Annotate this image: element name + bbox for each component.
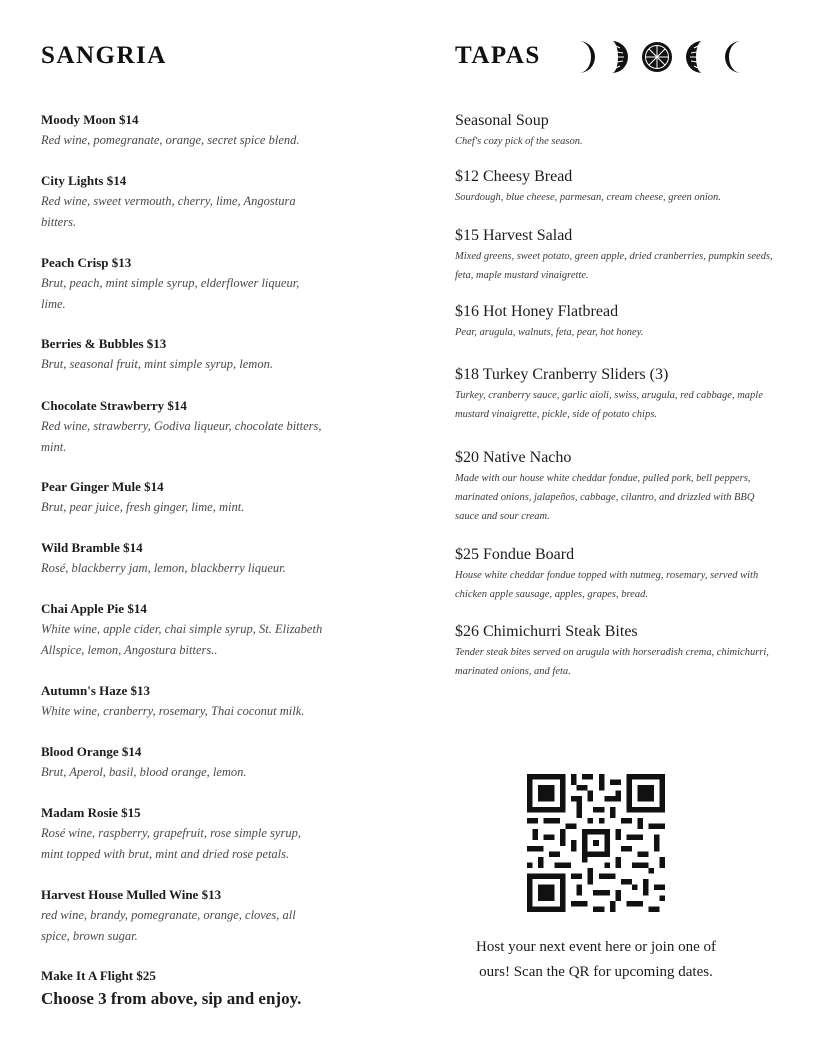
tapa-item xyxy=(455,545,777,604)
drink-item xyxy=(41,398,326,458)
tapa-name: $16 Hot Honey Flatbread xyxy=(455,303,619,320)
tapa-description: Mixed greens, sweet potato, green apple, dried cranberries, pumpkin seeds, feta, maple mustard vinaigrette. xyxy=(455,251,773,281)
drink-description: Rosé wine, raspberry, grapefruit, rose simple syrup, mint topped with brut, mint and dried rose petals. xyxy=(41,826,301,861)
event-note-line: ours! Scan the QR for upcoming dates. xyxy=(479,964,713,980)
sangria-title: SANGRIA xyxy=(41,42,167,69)
tapa-name: $18 Turkey Cranberry Sliders (3) xyxy=(455,366,669,383)
tapa-name: $26 Chimichurri Steak Bites xyxy=(455,623,638,640)
drink-item xyxy=(41,601,326,661)
tapa-item xyxy=(455,167,777,207)
tapas-title: TAPAS xyxy=(455,42,541,69)
tapa-description: Sourdough, blue cheese, parmesan, cream cheese, green onion. xyxy=(455,192,721,203)
drink-name: City Lights $14 xyxy=(41,173,127,188)
drink-description: Brut, Aperol, basil, blood orange, lemon. xyxy=(41,765,247,779)
waning-crescent-moon-icon xyxy=(567,38,599,76)
drink-description: Brut, seasonal fruit, mint simple syrup, lemon. xyxy=(41,357,273,371)
crescent-moon-icon xyxy=(715,38,747,76)
tapa-item xyxy=(455,365,777,424)
tapa-description: Pear, arugula, walnuts, feta, pear, hot honey. xyxy=(455,327,644,338)
drink-description: red wine, brandy, pomegranate, orange, cloves, all spice, brown sugar. xyxy=(41,908,296,943)
drink-description: Brut, pear juice, fresh ginger, lime, mint. xyxy=(41,500,245,514)
tapa-description: Tender steak bites served on arugula with horseradish crema, chimichurri, marinated onions, and feta. xyxy=(455,647,769,677)
tapa-name: $20 Native Nacho xyxy=(455,449,572,466)
drink-name: Chai Apple Pie $14 xyxy=(41,601,147,616)
tapa-description: Chef's cozy pick of the season. xyxy=(455,136,583,147)
drink-name: Peach Crisp $13 xyxy=(41,255,132,270)
drink-name: Wild Bramble $14 xyxy=(41,540,143,555)
flight-tagline: Choose 3 from above, sip and enjoy. xyxy=(41,989,302,1008)
tapa-description: House white cheddar fondue topped with nutmeg, rosemary, served with chicken apple sausage, apples, grapes, bread. xyxy=(455,570,759,600)
flight-item xyxy=(41,968,341,1010)
tapa-item xyxy=(455,226,777,285)
half-moon-icon xyxy=(678,38,710,76)
moon-phases-decoration xyxy=(567,38,747,76)
full-moon-icon xyxy=(641,38,673,76)
tapa-name: Seasonal Soup xyxy=(455,112,549,129)
flight-name: Make It A Flight $25 xyxy=(41,968,156,983)
drink-item xyxy=(41,683,326,722)
tapa-item xyxy=(455,622,777,681)
drink-item xyxy=(41,336,326,375)
half-moon-icon xyxy=(604,38,636,76)
drink-description: Red wine, sweet vermouth, cherry, lime, Angostura bitters. xyxy=(41,194,296,229)
drink-description: Rosé, blackberry jam, lemon, blackberry liqueur. xyxy=(41,561,286,575)
drink-description: Red wine, strawberry, Godiva liqueur, chocolate bitters, mint. xyxy=(41,419,322,454)
tapa-item xyxy=(455,448,777,526)
drink-item xyxy=(41,173,326,233)
event-note-line: Host your next event here or join one of xyxy=(476,939,716,955)
drink-description: White wine, apple cider, chai simple syrup, St. Elizabeth Allspice, lemon, Angostura bitters.. xyxy=(41,622,323,657)
drink-name: Madam Rosie $15 xyxy=(41,805,141,820)
tapa-name: $12 Cheesy Bread xyxy=(455,168,573,185)
tapa-description: Turkey, cranberry sauce, garlic aioli, swiss, arugula, red cabbage, maple mustard vinaigrette, pickle, side of potato chips. xyxy=(455,390,763,420)
drink-item xyxy=(41,112,326,151)
drink-name: Harvest House Mulled Wine $13 xyxy=(41,887,222,902)
tapa-description: Made with our house white cheddar fondue, pulled pork, bell peppers, marinated onions, jalapeños, cabbage, cilantro, and drizzled with BBQ sauce and sour cream. xyxy=(455,473,755,522)
tapa-item xyxy=(455,111,777,151)
tapa-item xyxy=(455,302,777,342)
drink-item xyxy=(41,479,326,518)
event-note xyxy=(446,935,746,985)
tapa-name: $15 Harvest Salad xyxy=(455,227,573,244)
drink-name: Chocolate Strawberry $14 xyxy=(41,398,187,413)
drink-item xyxy=(41,744,326,783)
drink-item xyxy=(41,255,326,315)
drink-name: Berries & Bubbles $13 xyxy=(41,336,167,351)
drink-item xyxy=(41,887,326,947)
qr-code-icon[interactable] xyxy=(527,774,665,912)
drink-item xyxy=(41,540,326,579)
drink-description: White wine, cranberry, rosemary, Thai coconut milk. xyxy=(41,704,305,718)
drink-item xyxy=(41,805,326,865)
drink-name: Blood Orange $14 xyxy=(41,744,142,759)
drink-description: Red wine, pomegranate, orange, secret spice blend. xyxy=(41,133,300,147)
drink-name: Moody Moon $14 xyxy=(41,112,139,127)
drink-description: Brut, peach, mint simple syrup, elderflower liqueur, lime. xyxy=(41,276,300,311)
drink-name: Autumn's Haze $13 xyxy=(41,683,151,698)
drink-name: Pear Ginger Mule $14 xyxy=(41,479,164,494)
tapa-name: $25 Fondue Board xyxy=(455,546,575,563)
